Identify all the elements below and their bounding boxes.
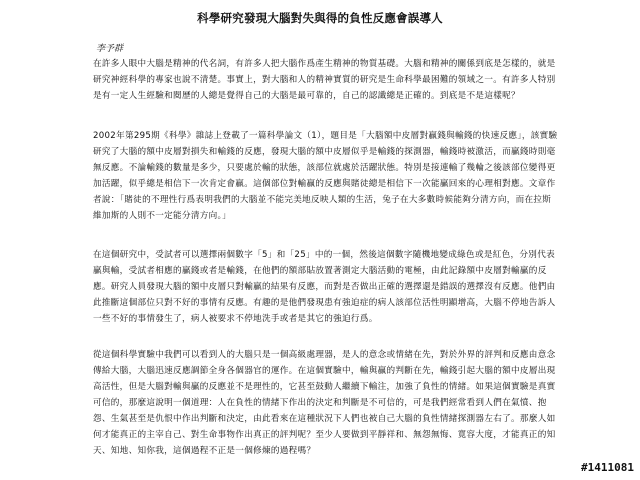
article-title: 科學研究發現大腦對失與得的負性反應會誤導人 <box>197 11 443 25</box>
paragraph-experiment: 在這個研究中，受試者可以選擇兩個數字「5」和「25」中的一個，然後這個數字隨機地變成綠色或是紅色，分別代表贏與輸，受試者相應的贏錢或者是輸錢，在他們的額部貼放置著測定大腦活動的電極，由此記錄額中皮層對輸贏的反應。研究人員發現大腦的額中皮層只對輸贏的結果有反應，而對是否做出正確的選擇還是錯誤的選擇沒有反應。他們由此推斷這個部位只對不好的事情有反應。有趣的是他們發現患有強迫症的病人該部位活性明顯增高，大腦不停地告訴人一些不好的事情發生了，病人被要求不停地洗手或者是其它的強迫行爲。 <box>93 250 556 324</box>
paragraph-science-paper: 2002年第295期《科學》雜誌上登載了一篇科學論文（1），題目是「大腦額中皮層對贏錢與輸錢的快速反應」，該實驗研究了大腦的額中皮層對損失和輸錢的反應，發現大腦的額中皮層似乎是輸錢的探測器，輸錢時被激活，而贏錢時則毫無反應。不論輸錢的數量是多少，只要處於輸的狀態，該部位就處於活躍狀態。特別是接連輸了幾輪之後該部位變得更加活躍，似乎總是相信下一次肯定會贏。這個部位對輸贏的反應與賭徒總是相信下一次能贏回來的心理相對應。文章作者說：「賭徒的不理性行爲表明我們的大腦並不能完美地反映人類的生活，兔子在大多數時候能夠分清方向，而在拉斯維加斯的人則不一定能分清方向。」 <box>93 131 558 221</box>
author-name: 李予群 <box>96 44 124 54</box>
document-id-watermark: #1411081 <box>581 461 634 474</box>
paragraph-intro: 在許多人眼中大腦是精神的代名詞，有許多人把大腦作爲產生精神的物質基礎。大腦和精神的關係到底是怎樣的，就是研究神經科學的專家也說不清楚。事實上，對大腦和人的精神實質的研究是生命科學最困難的領域之一。有許多人特別是有一定人生經驗和閱歷的人總是覺得自己的大腦是最可靠的，自己的認識總是正確的。到底是不是這樣呢？ <box>93 59 556 101</box>
paragraph-conclusion: 從這個科學實驗中我們可以看到人的大腦只是一個高級處理器，是人的意念或情緒在先，對於外界的評判和反應由意念傳給大腦，大腦迅速反應調節全身各個器官的運作。在這個實驗中，輸與贏的判斷在先，輸錢引起大腦的額中皮層出現高活性，但是大腦對輸與贏的反應並不是理性的，它甚至鼓動人繼續下輸注，加強了負性的情緒。如果這個實驗是真實可信的，那麼這說明一個道理：人在負性的情緒下作出的決定和判斷是不可信的，可是我們經常看到人們在氣憤、抱怨、生氣甚至是仇恨中作出判斷和決定，由此看來在這種狀況下人們也被自己大腦的負性情緒探測器左右了。那麼人如何才能真正的主宰自己、對生命事物作出真正的評判呢？至少人要做到平靜祥和、無怨無悔、寬容大度，才能真正的知天、知地、知你我，這個過程不正是一個修煉的過程嗎？ <box>93 350 556 456</box>
